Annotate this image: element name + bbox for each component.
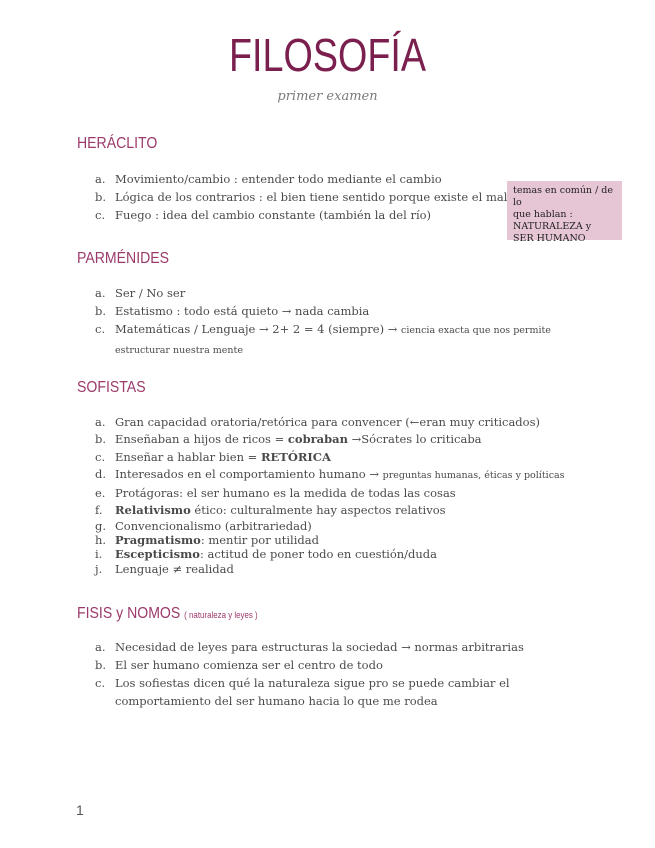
list-item (95, 320, 551, 360)
list-marker: i. (95, 547, 103, 562)
document-title: FILOSOFÍA (228, 29, 427, 81)
list-marker: c. (95, 449, 106, 464)
list-marker: a. (95, 415, 106, 429)
section-heading-parmenides: PARMÉNIDES (77, 250, 170, 267)
list-item-continuation: comportamiento del ser humano hacia lo que me rodea (115, 694, 438, 708)
list-item (95, 414, 565, 431)
list-item-text: Enseñar a hablar bien = (115, 449, 261, 464)
list-marker: g. (95, 519, 107, 534)
list-item-text: Gran capacidad oratoria/retórica para convencer (←eran muy criticados) (115, 415, 540, 429)
list-item (95, 562, 565, 577)
list-marker: b. (95, 432, 107, 447)
list-item (95, 449, 565, 466)
list-item-text: ético: culturalmente hay aspectos relativos (190, 503, 446, 518)
list-item-text: El ser humano comienza ser el centro de todo (115, 658, 383, 672)
list-item (95, 547, 565, 562)
list-item (95, 502, 565, 519)
list-item-note: ciencia exacta que nos permite (401, 325, 551, 336)
list-item-text: Lenguaje ≠ realidad (115, 562, 234, 577)
list-parmenides (95, 284, 551, 360)
list-item-text: Necesidad de leyes para estructuras la sociedad → normas arbitrarias (115, 640, 524, 654)
list-item-text: Ser / No ser (115, 286, 186, 300)
list-item (95, 638, 524, 656)
section-heading-subtitle: ( naturaleza y leyes ) (184, 610, 258, 620)
list-item-text: Matemáticas / Lenguaje → 2+ 2 = 4 (siempre) → (115, 322, 398, 336)
list-item-text: Interesados en el comportamiento humano → (115, 467, 383, 482)
list-item-text: Protágoras: el ser humano es la medida de todas las cosas (115, 485, 456, 500)
list-item-note: preguntas humanas, éticas y políticas (382, 470, 565, 482)
list-marker: a. (95, 172, 106, 186)
section-heading-fisis (77, 605, 258, 623)
note-line: SER HUMANO (513, 233, 586, 244)
list-marker: b. (95, 658, 107, 672)
list-item-text: Movimiento/cambio : entender todo mediante el cambio (115, 172, 442, 186)
list-item (95, 170, 507, 188)
document-subtitle: primer examen (277, 89, 378, 104)
list-marker: c. (95, 676, 106, 690)
list-item-text: : actitud de poner todo en cuestión/duda (199, 547, 438, 562)
list-item (95, 466, 565, 484)
list-fisis (95, 638, 524, 710)
list-marker: c. (95, 322, 106, 336)
list-item-text: Convencionalismo (arbitrariedad) (115, 519, 312, 534)
list-item (95, 188, 507, 206)
list-item-bold: cobraban (287, 432, 348, 447)
list-item (95, 674, 524, 710)
list-marker: b. (95, 304, 107, 318)
page-number: 1 (76, 802, 84, 818)
list-marker: d. (95, 467, 107, 482)
list-item (95, 302, 551, 320)
list-item-text: Fuego : idea del cambio constante (también la del río) (115, 208, 432, 222)
section-heading-sofistas: SOFISTAS (77, 379, 146, 396)
list-item-bold: Escepticismo (115, 547, 200, 562)
list-item-text: Lógica de los contrarios : el bien tiene sentido porque existe el mal (115, 190, 508, 204)
list-item (95, 284, 551, 302)
list-item-bold: RETÓRICA (260, 449, 331, 464)
list-item (95, 431, 565, 448)
list-marker: a. (95, 640, 106, 654)
list-marker: h. (95, 533, 107, 548)
list-item (95, 656, 524, 674)
list-item-text: Los sofiestas dicen qué la naturaleza sigue pro se puede cambiar el (115, 676, 510, 690)
list-marker: c. (95, 208, 106, 222)
list-item-text: Estatismo : todo está quieto → nada cambia (115, 304, 370, 318)
list-item-bold: Relativismo (115, 503, 191, 518)
list-item (95, 533, 565, 547)
list-item-continuation: estructurar nuestra mente (115, 345, 243, 356)
list-sofistas (95, 414, 565, 577)
list-item-bold: Pragmatismo (115, 533, 201, 548)
list-item-text: : mentir por utilidad (200, 533, 319, 548)
sticky-note (507, 181, 622, 244)
note-line: que hablan : (513, 209, 573, 220)
list-marker: b. (95, 190, 107, 204)
list-marker: f. (95, 503, 103, 518)
note-line: temas en común / de lo (513, 185, 613, 208)
list-item (95, 519, 565, 533)
list-item-text: Enseñaban a hijos de ricos = (115, 432, 288, 447)
list-item-text: →Sócrates lo criticaba (347, 432, 482, 447)
list-item (95, 206, 507, 224)
list-heraclito (95, 170, 507, 224)
list-item (95, 485, 565, 502)
note-line: NATURALEZA y (513, 221, 592, 232)
list-marker: e. (95, 485, 106, 500)
section-heading-heraclito: HERÁCLITO (77, 135, 158, 152)
section-heading-text: FISIS y NOMOS (77, 605, 181, 622)
list-marker: a. (95, 286, 106, 300)
list-marker: j. (95, 562, 103, 577)
